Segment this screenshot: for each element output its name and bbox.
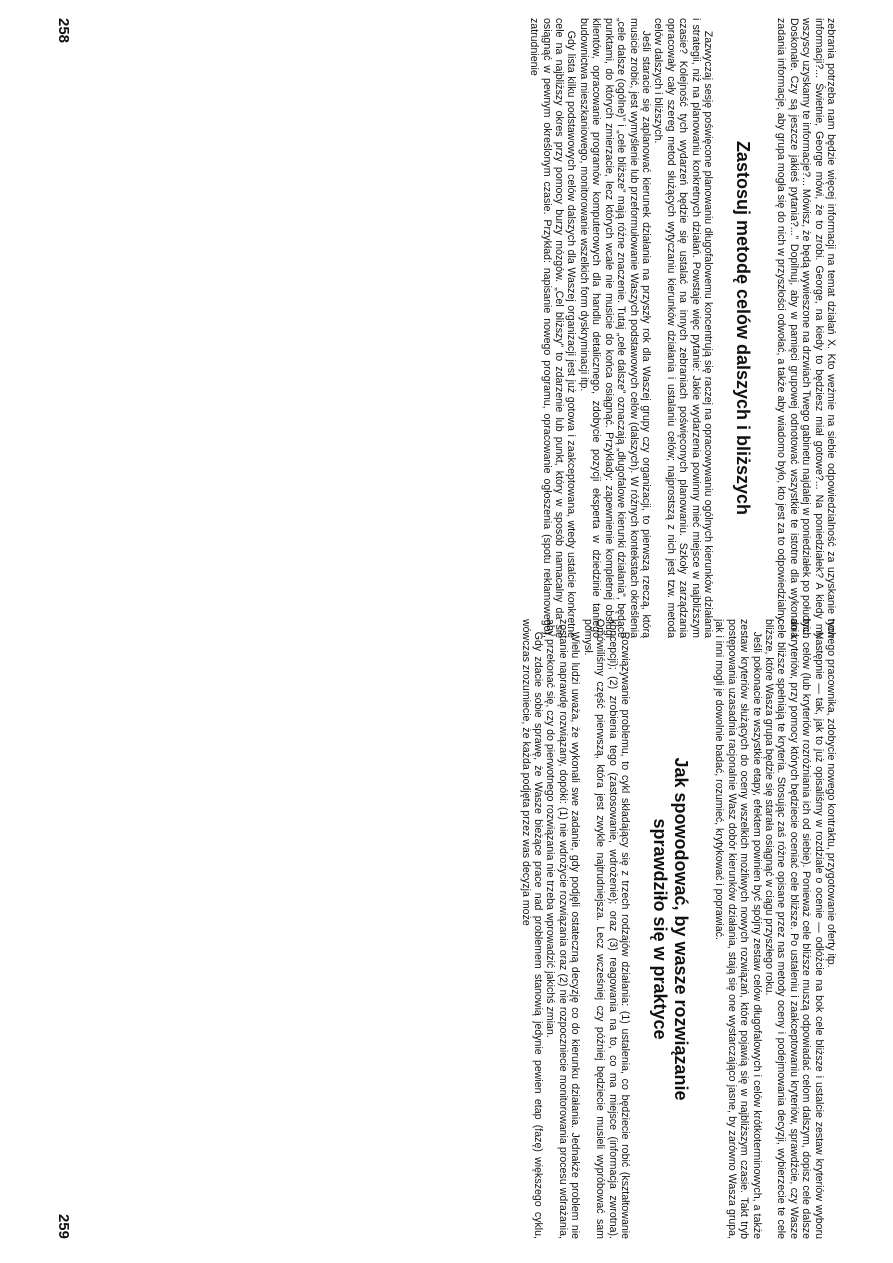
page-259-text: [519, 619, 837, 1239]
page-258: [54, 18, 837, 638]
page-258-text: [527, 18, 836, 638]
paragraph: Wielu ludzi uważa, że wykonali swe zadanie, gdy podjęli ostateczną decyzję co do kierunku działania. Jednakże problem nie zostanie naprawdę rozwiązany, dopóki: (1) nie wdrożycie rozwiązania oraz (2) nie rozpoczniecie monitorowania procesu wdrażania, aby przekonać się, czy do pierwotnego rozwiązania nie trzeba wprowadzić jakichś zmian.: [544, 619, 581, 1239]
paragraph: Następnie — tak, jak to już opisaliśmy w rozdziale o ocenie — odłóżcie na bok cele bliższe i ustalcie zestaw kryteriów wyboru tych celów (lub kryteriów rozróżniania ich od siebie). Ponieważ cele bliższe muszą odpowiadać celom dalszym, dopisz cele dalsze do kryteriów, przy pomocy których będziecie oceniać cele bliższe. Po ustaleniu i zaakceptowaniu kryteriów, sprawdźcie, czy Wasze cele bliższe spełniają te kryteria. Stosując zaś różne opisane przez nas metody oceny i podejmowania decyzji, wybierzecie te cele bliższe, które Wasza grupa będzie się starała osiągnąć w ciągu przyszłego roku.: [762, 619, 825, 1239]
paragraph: Rozwiązywanie problemu, to cykl składający się z trzech rodzajów działania: (1) ustalenia, co będziecie robić (kształtowanie koncepcji); (2) zrobienia tego (zastosowanie, wdrożenie); oraz (3) reagowania na to, co ma miejsce (informacja zwrotna). Omówiliśmy część pierwszą, która jest zwykle najtrudniejsza. Lecz wcześniej czy później będziecie musieli wypróbować sam pomysł.: [581, 619, 631, 1239]
page-number: 258: [54, 18, 72, 44]
paragraph: Jeśli pokonacie te wszystkie etapy, efektem powinien być spójny zestaw celów długofalowych i celów krótkoterminowych, a także zestaw kryteriów służących do oceny wszelkich możliwych nowych rozwiązań, które pojawią się w najbliższym czasie. Takt tryb postępowania uzasadnia racjonalnie Wasz dobór kierunków działania, stają się one wystarczająco jasne, by zarówno Wasza grupa, jak i inni mogli je dowolnie badać, rozumieć, krytykować i poprawiać.: [712, 619, 763, 1239]
paragraph: Zazwyczaj sesję poświęcone planowaniu długofalowemu koncentrują się raczej na opracowywaniu ogólnych kierunków działania i strategii, niż na planowaniu konkretnych działań. Powstaje więc pytanie: Jakie wydarzenia powinny mieć miejsce w najbliższym czasie? Kolejność tych wydarzeń będzie się ustalać na innych zebraniach poświęconych planowaniu. Szkoły zarządzania opracowały cały szereg metod służących wytyczaniu kierunków działania i ustalaniu celów; najprostszą z nich jest tzw. metoda celów dalszych i bliższych.: [651, 18, 714, 638]
paragraph: Gdy lista kilku podstawowych celów dalszych dla Waszej organizacji jest już gotowa i zaakceptowana, wtedy ustalcie konkretne cele na najbliższy okres przy pomocy burzy mózgów. „Cel bliższy” to zdarzenie lub punkt, który w sposób namacalny da się osiągnąć w pewnym określonym czasie. Przykład: napisanie nowego programu, opracowanie ogłoszenia (spotu reklamowego), zatrudnienie: [527, 18, 577, 638]
paragraph: nowego pracownika, zdobycie nowego kontraktu, przygotowanie oferty itp.: [824, 619, 837, 968]
paragraph: Jeśli staracie się zaplanować kierunek działania na przyszły rok dla Waszej grupy czy organizacji, to pierwszą rzeczą, którą musicie zrobić, jest wymyślenie lub przeformułowanie Waszych podstawowych celów (dalszych). W różnych kontekstach określenia „cele dalsze (ogólne)” i „cele bliższe” mają różne znaczenie. Tutaj „cele dalsze” oznaczają „długofalowe kierunki działania”, będące punktami, do których zmierzacie, lecz których wcale nie musicie do końca osiągnąć. Przykłady: zapewnienie kompletnej obsługi klientów, opracowanie programów komputerowych dla handlu detalicznego, zdobycie pozycji eksperta w dziedzinie taniego budownictwa mieszkaniowego, monitorowanie wszelkich form dyskryminacji itp.: [577, 18, 652, 638]
heading-line-1: Jak spowodować, by wasze rozwiązanie: [670, 757, 691, 1101]
section-heading: [648, 619, 690, 1239]
heading-line-2: sprawdziło się w praktyce: [649, 818, 670, 1040]
page-number: 259: [54, 1213, 72, 1239]
section-heading: Zastosuj metodę celów dalszych i bliższych: [732, 140, 753, 516]
page-259: [54, 619, 837, 1239]
paragraph: zebrania potrzeba nam będzie więcej informacji na temat działań X. Kto weźmie na siebie odpowiedzialność za uzyskanie tych informacji?... Świetnie, George mówi, że to zrobi. George, na kiedy to będziesz miał gotowe?... Na poniedziałek? A kiedy my wszyscy uzyskamy te informacje?... Mówisz, że będą wywieszone na drzwiach Twego gabinetu najdalej w poniedziałek po południu. Doskonale. Czy są jeszcze jakieś pytania?...” Dopilnuj, aby w pamięci grupowej odnotować wszystkie te istotne dla wykonania zadania informacje, aby grupa mogła się do nich w przyszłości odwołać, a także aby wiadomo było, kto jest za to odpowiedzialny.: [774, 18, 837, 638]
paragraph: Gdy zdacie sobie sprawę, że Wasze bieżące prace nad problemem stanowią jedynie pewien etap (fazę) większego cyklu, wówczas zrozumiecie, że każda podjęta przez was decyzja może: [519, 619, 544, 1239]
